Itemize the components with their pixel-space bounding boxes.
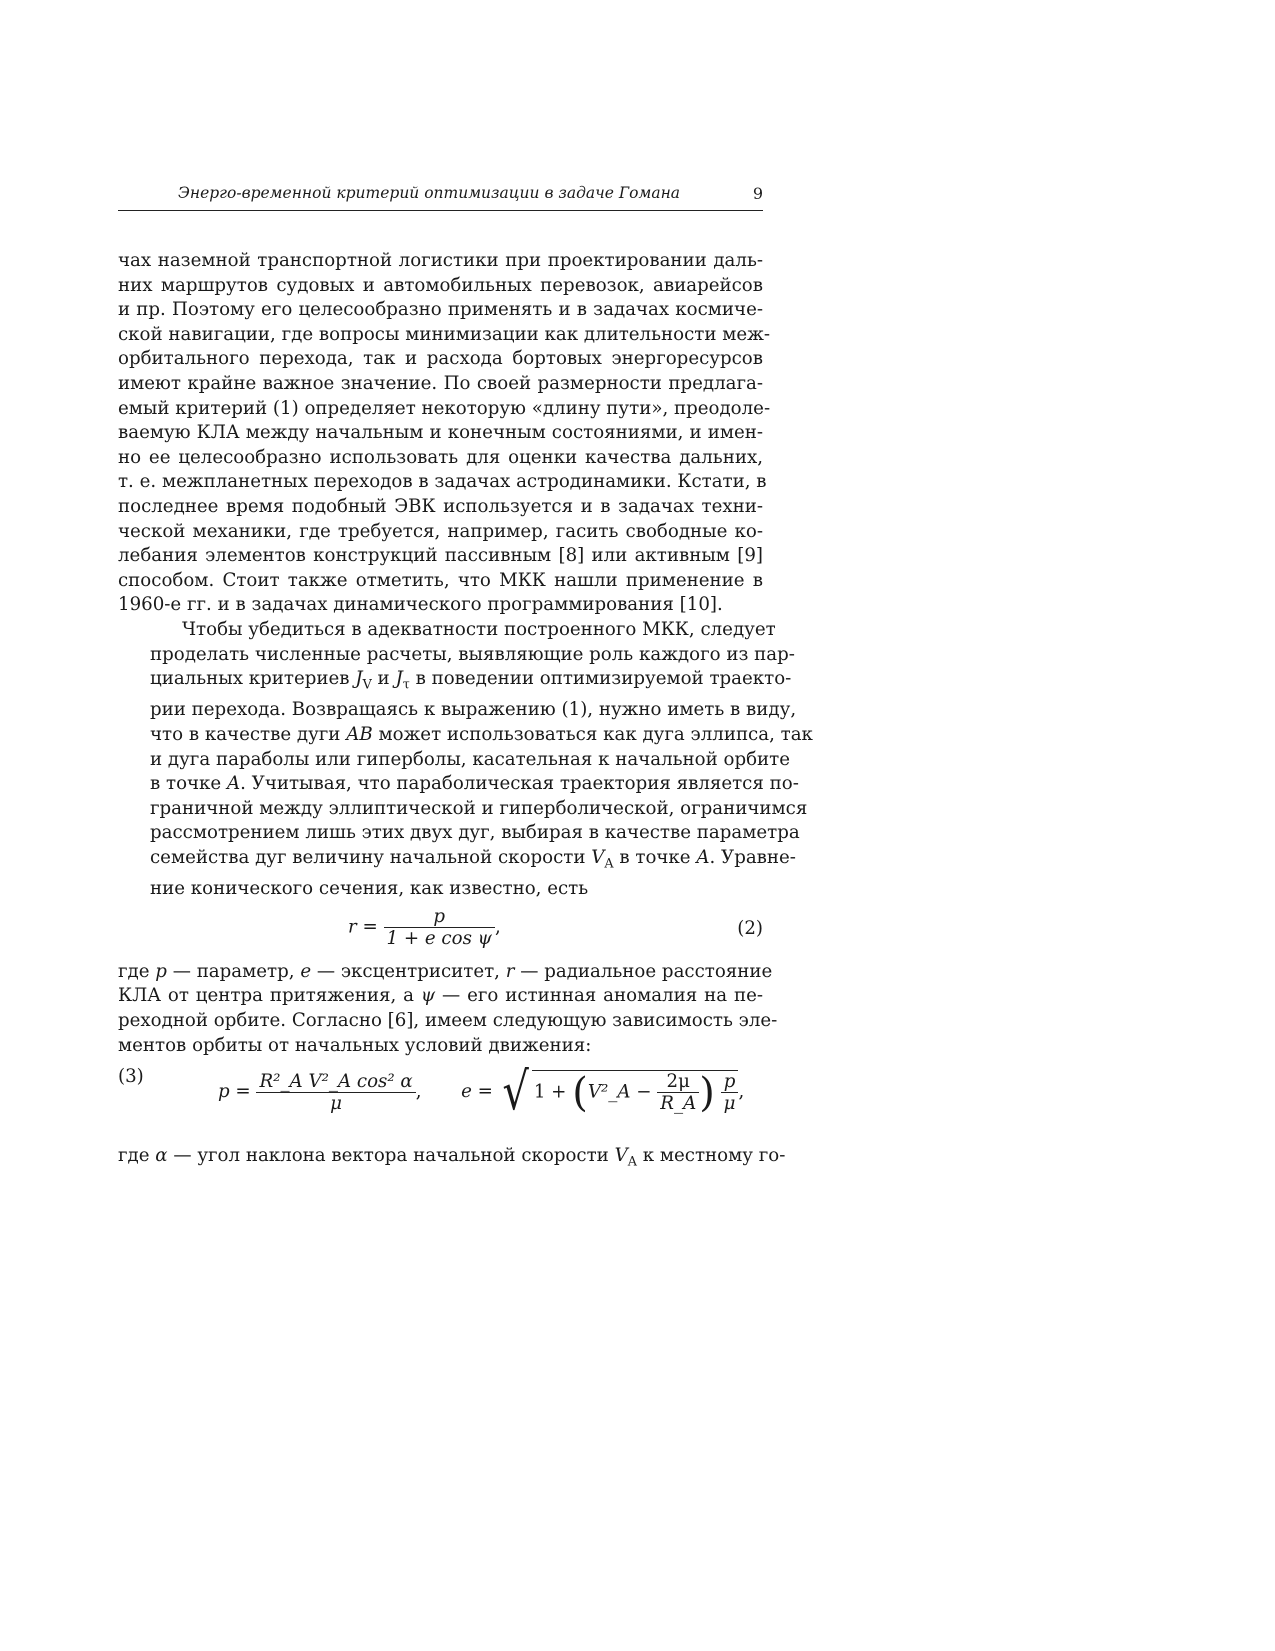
text-line: ческой механики, где требуется, например, гасить свободные ко- [118, 520, 763, 542]
sqrt-body [532, 1070, 739, 1114]
text-segment: — угол наклона вектора начальной скорости [167, 1145, 615, 1167]
text-segment: КЛА от центра притяжения, а [118, 985, 421, 1007]
math-r: r [348, 916, 357, 938]
text-line: рассмотрением лишь этих двух дуг, выбирая в качестве параметра [150, 822, 800, 844]
text-segment: и [371, 668, 396, 690]
text-line: емый критерий (1) определяет некоторую «длину пути», преодоле- [118, 397, 771, 419]
math-ab: AB [346, 723, 373, 745]
fraction [256, 1071, 415, 1114]
text-line [118, 846, 796, 877]
text-line: граничной между эллиптической и гиперболической, ограничимся [150, 797, 808, 819]
math-alpha: α [155, 1145, 168, 1167]
equation-2 [118, 906, 763, 958]
text-segment: циальных критериев [150, 668, 356, 690]
text-line [118, 772, 799, 797]
fraction-numerator: R²_A V²_A cos² α [256, 1071, 415, 1093]
fraction-denominator: R_A [660, 1093, 697, 1115]
math-punct: , [738, 1081, 745, 1103]
text-line: ваемую КЛА между начальным и конечным состояниями, и имен- [118, 422, 763, 444]
equation-number: (2) [737, 917, 763, 939]
fraction-denominator: μ [723, 1093, 736, 1115]
text-segment: в поведении оптимизируемой траекто- [409, 668, 792, 690]
equation-2-body [348, 906, 501, 949]
math-a: A [226, 773, 241, 795]
text-line: реходной орбите. Согласно [6], имеем следующую зависимость эле- [118, 1009, 778, 1031]
text-line [118, 723, 813, 748]
running-title: Энерго-временной критерий оптимизации в задаче Гомана [178, 184, 681, 202]
math-punct: , [494, 916, 501, 938]
text-segment: — эксцентриситет, [311, 960, 506, 982]
fraction-numerator: 2μ [657, 1071, 699, 1093]
text-segment: где [118, 1145, 156, 1167]
math-subscript: A [604, 856, 614, 872]
text-line: имеют крайне важное значение. По своей размерности предлага- [118, 372, 763, 394]
text-line: проделать численные расчеты, выявляющие роль каждого из пар- [150, 643, 795, 665]
fraction [721, 1071, 739, 1114]
text-segment: — радиальное расстояние [514, 960, 773, 982]
text-line: лебания элементов конструкций пассивным [8] или активным [9] [118, 545, 763, 567]
page-body [118, 249, 813, 1175]
math-j: J [395, 668, 403, 690]
math-e-eq: e = [461, 1081, 499, 1103]
text-line [118, 984, 763, 1009]
math-e: e [300, 960, 312, 982]
text-line: последнее время подобный ЭВК используется и в задачах техни- [118, 495, 763, 517]
text-line: т. е. межпланетных переходов в задачах астродинамики. Кстати, в [118, 471, 767, 493]
text-segment: . Уравне- [709, 846, 796, 868]
text-line: них маршрутов судовых и автомобильных перевозок, авиарейсов [118, 274, 763, 296]
math-v2: V²_A − [587, 1081, 658, 1103]
sqrt-icon: √ [502, 1062, 529, 1123]
math-p: p [155, 960, 167, 982]
equation-number: (3) [118, 1066, 144, 1088]
fraction-denominator: μ [330, 1092, 342, 1114]
paragraph-4 [118, 1144, 786, 1175]
math-r: r [505, 960, 515, 982]
text-line: ние конического сечения, как известно, есть [150, 878, 589, 900]
fraction-numerator: p [721, 1071, 739, 1093]
math-subscript: τ [402, 677, 410, 693]
text-segment: что в качестве дуги [150, 723, 347, 745]
text-line: чах наземной транспортной логистики при проектировании даль- [118, 250, 763, 271]
text-segment: — параметр, [166, 960, 301, 982]
paragraph-1 [118, 249, 771, 618]
text-line: и дуга параболы или гиперболы, касательная к начальной орбите [150, 748, 791, 770]
text-line: но ее целесообразно использовать для оценки качества дальних, [118, 446, 763, 468]
text-segment: 1 + [533, 1081, 573, 1103]
paragraph-3 [118, 960, 778, 1058]
right-paren: ) [699, 1069, 715, 1116]
left-paren: ( [572, 1069, 588, 1116]
math-v: V [614, 1145, 628, 1167]
text-segment: в точке [613, 846, 697, 868]
text-segment: в точке [150, 773, 227, 795]
math-p: p [433, 905, 446, 927]
page [118, 178, 813, 1175]
text-line: орбитального перехода, так и расхода бортовых энергоресурсов [118, 348, 763, 370]
text-line [118, 667, 792, 698]
text-segment: может использоваться как дуга эллипса, так [372, 723, 813, 745]
text-line: Чтобы убедиться в адекватности построенного МКК, следует [182, 618, 776, 640]
math-subscript: V [362, 677, 372, 693]
text-line [118, 1144, 786, 1175]
math-punct: , [415, 1081, 422, 1103]
text-segment: семейства дуг величину начальной скорости [150, 846, 592, 868]
fraction-denominator: 1 + e cos ψ [386, 927, 492, 949]
text-segment: к местному го- [636, 1145, 786, 1167]
text-line: и пр. Поэтому его целесообразно применять и в задачах космиче- [118, 299, 763, 321]
text-line [118, 960, 773, 985]
text-segment: где [118, 960, 156, 982]
running-header [118, 178, 763, 211]
text-line: ментов орбиты от начальных условий движения: [118, 1034, 592, 1056]
math-v: V [591, 846, 605, 868]
math-a: A [696, 846, 710, 868]
fraction-numerator [384, 906, 495, 928]
equation-3-body [218, 1062, 745, 1123]
text-line: рии перехода. Возвращаясь к выражению (1), нужно иметь в виду, [150, 699, 797, 721]
fraction [384, 906, 495, 949]
text-segment: — его истинная аномалия на пе- [435, 985, 763, 1007]
math-equals: = [356, 916, 384, 938]
math-p-eq: p = [218, 1081, 257, 1103]
math-psi: ψ [420, 985, 436, 1007]
text-line: 1960-е гг. и в задачах динамического программирования [10]. [118, 594, 723, 616]
paragraph-2 [118, 618, 813, 902]
equation-3 [118, 1062, 763, 1136]
fraction [657, 1071, 699, 1114]
text-segment: . Учитывая, что параболическая траектория является по- [240, 773, 799, 795]
math-j: J [355, 668, 363, 690]
text-line: способом. Стоит также отметить, что МКК нашли применение в [118, 569, 763, 591]
page-number: 9 [752, 184, 763, 203]
math-subscript: A [627, 1154, 637, 1170]
text-line: ской навигации, где вопросы минимизации как длительности меж- [118, 323, 771, 345]
